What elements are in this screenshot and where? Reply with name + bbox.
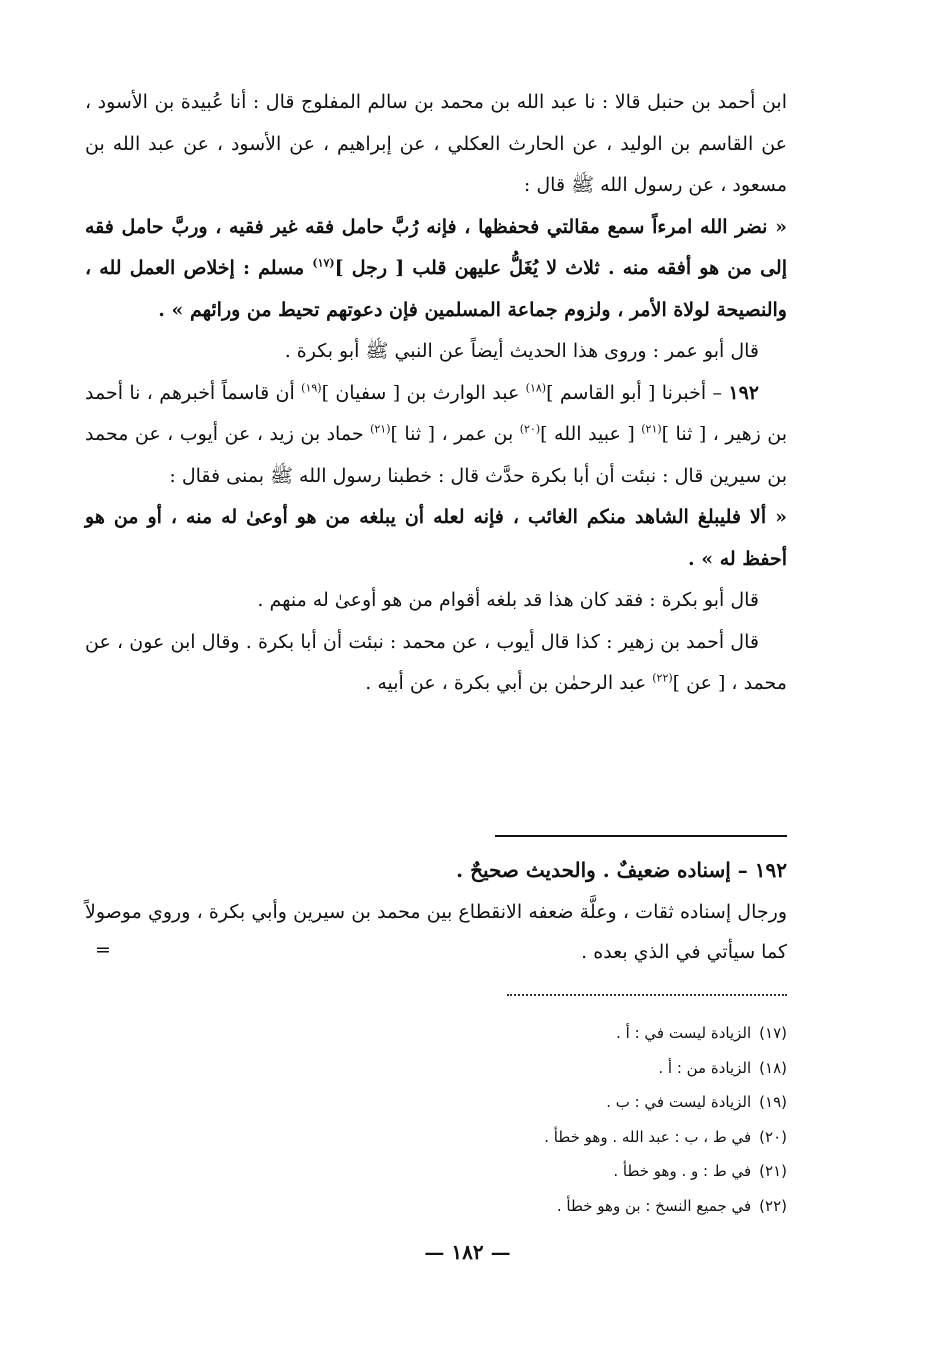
footnote-19: [544, 1085, 787, 1120]
footnote-21: [544, 1154, 787, 1189]
footnote-20: [544, 1120, 787, 1155]
isnad-segment: بن عمر ، [ ثنا ]: [390, 423, 520, 445]
footnote-ref-19[interactable]: (١٩): [301, 381, 322, 395]
footnote-text: الزيادة ليست في : أ .: [616, 1024, 752, 1042]
footnote-ref-21[interactable]: (٢١): [370, 422, 391, 436]
hadith-192-isnad: [85, 373, 787, 498]
isnad-segment: [ عبيد الله ]: [540, 423, 642, 445]
footnote-22: [544, 1189, 787, 1224]
footnote-text: الزيادة ليست في : ب .: [606, 1093, 752, 1111]
commentary-text: ورجال إسناده ثقات ، وعلَّة ضعفه الانقطاع بين محمد بن سيرين وأبي بكرة ، وروي موصولاً كما سيأتي في الذي بعده .: [85, 901, 787, 963]
isnad-paragraph: ابن أحمد بن حنبل قالا : نا عبد الله بن محمد بن سالم المفلوج قال : أنا عُبيدة بن الأسود ، عن القاسم بن الوليد ، عن الحارث العكلي ، عن إبراهيم ، عن الأسود ، عن عبد الله بن مسعود ، عن رسول الله ﷺ قال :: [85, 91, 787, 196]
footnote-text: في ط : و . وهو خطأ .: [613, 1162, 752, 1180]
footnote-ref-21[interactable]: (٢١): [641, 422, 662, 436]
commentary-section: [85, 850, 787, 972]
ahmad-ibn-zuhair-paragraph: [85, 622, 787, 705]
separator-rule: [495, 835, 787, 837]
footnotes-list: [544, 1016, 787, 1223]
footnote-number: (١٧): [759, 1024, 787, 1042]
main-text: [85, 82, 787, 705]
hadith-text-1-part-b: مسلم : إخلاص العمل لله ، والنصيحة لولاة الأمر ، ولزوم جماعة المسلمين فإن دعوتهم تحيط من ورائهم » .: [85, 257, 787, 321]
commentary-heading: ١٩٢ – إسناده ضعيفٌ . والحديث صحيحٌ .: [456, 858, 787, 882]
page-number: — ١٨٢ —: [424, 1240, 511, 1264]
footnote-ref-17[interactable]: (١٧): [312, 256, 335, 270]
isnad-segment: حماد بن زيد ، عن أيوب ، عن محمد بن سيرين قال : نبئت أن أبا بكرة حدَّث قال : خطبنا رسول الله ﷺ بمنى فقال :: [85, 423, 787, 487]
footnote-17: [544, 1016, 787, 1051]
footnote-ref-18[interactable]: (١٨): [525, 381, 547, 395]
abu-bakra-paragraph: قال أبو بكرة : فقد كان هذا قد بلغه أقوام من هو أوعىٰ له منهم .: [257, 589, 759, 611]
hadith-text-1-part-a: « نضر الله امرءاً سمع مقالتي فحفظها ، فإنه رُبَّ حامل فقه غير فقيه ، وربَّ حامل فقه إلى من هو أفقه منه . ثلاث لا يُغَلُّ عليهن قلب [ رجل ]: [85, 215, 787, 279]
footnote-number: (٢١): [759, 1162, 787, 1180]
hadith-text-2: « ألا فليبلغ الشاهد منكم الغائب ، فإنه لعله أن يبلغه من هو أوعىٰ له منه ، أو من هو أحفظ له » .: [85, 506, 787, 570]
hadith-number: ١٩٢: [728, 381, 759, 404]
isnad-segment: عبد الوارث بن [ سفيان ]: [321, 381, 526, 404]
footnote-ref-20[interactable]: (٢٠): [519, 422, 541, 436]
footnote-separator: [507, 994, 787, 996]
footnote-text: في جميع النسخ : بن وهو خطأ .: [556, 1196, 752, 1215]
footnote-number: (١٩): [759, 1093, 787, 1111]
footnote-text: الزيادة من : أ .: [658, 1058, 752, 1077]
continuation-mark: =: [95, 939, 111, 961]
isnad-segment: أن قاسماً أخبرهم ، نا أحمد بن زهير ، [ ثنا ]: [85, 381, 788, 445]
footnote-18: [544, 1051, 787, 1086]
footnote-number: (٢٠): [759, 1127, 787, 1146]
footnote-text: في ط ، ب : عبد الله . وهو خطأ .: [544, 1127, 752, 1146]
paragraph-segment: قال أحمد بن زهير : كذا قال أيوب ، عن محمد : نبئت أن أبا بكرة . وقال ابن عون ، عن محمد ، [ عن ]: [85, 630, 787, 694]
footnote-number: (١٨): [759, 1058, 787, 1077]
abu-umar-paragraph: قال أبو عمر : وروى هذا الحديث أيضاً عن النبي ﷺ أبو بكرة .: [284, 340, 759, 362]
hadith-text-1: [85, 207, 787, 332]
footnote-number: (٢٢): [759, 1196, 787, 1215]
isnad-segment: – أخبرنا [ أبو القاسم ]: [546, 381, 729, 404]
footnote-ref-22[interactable]: (٢٢): [652, 671, 673, 685]
paragraph-segment: عبد الرحمٰن بن أبي بكرة ، عن أبيه .: [365, 672, 653, 694]
